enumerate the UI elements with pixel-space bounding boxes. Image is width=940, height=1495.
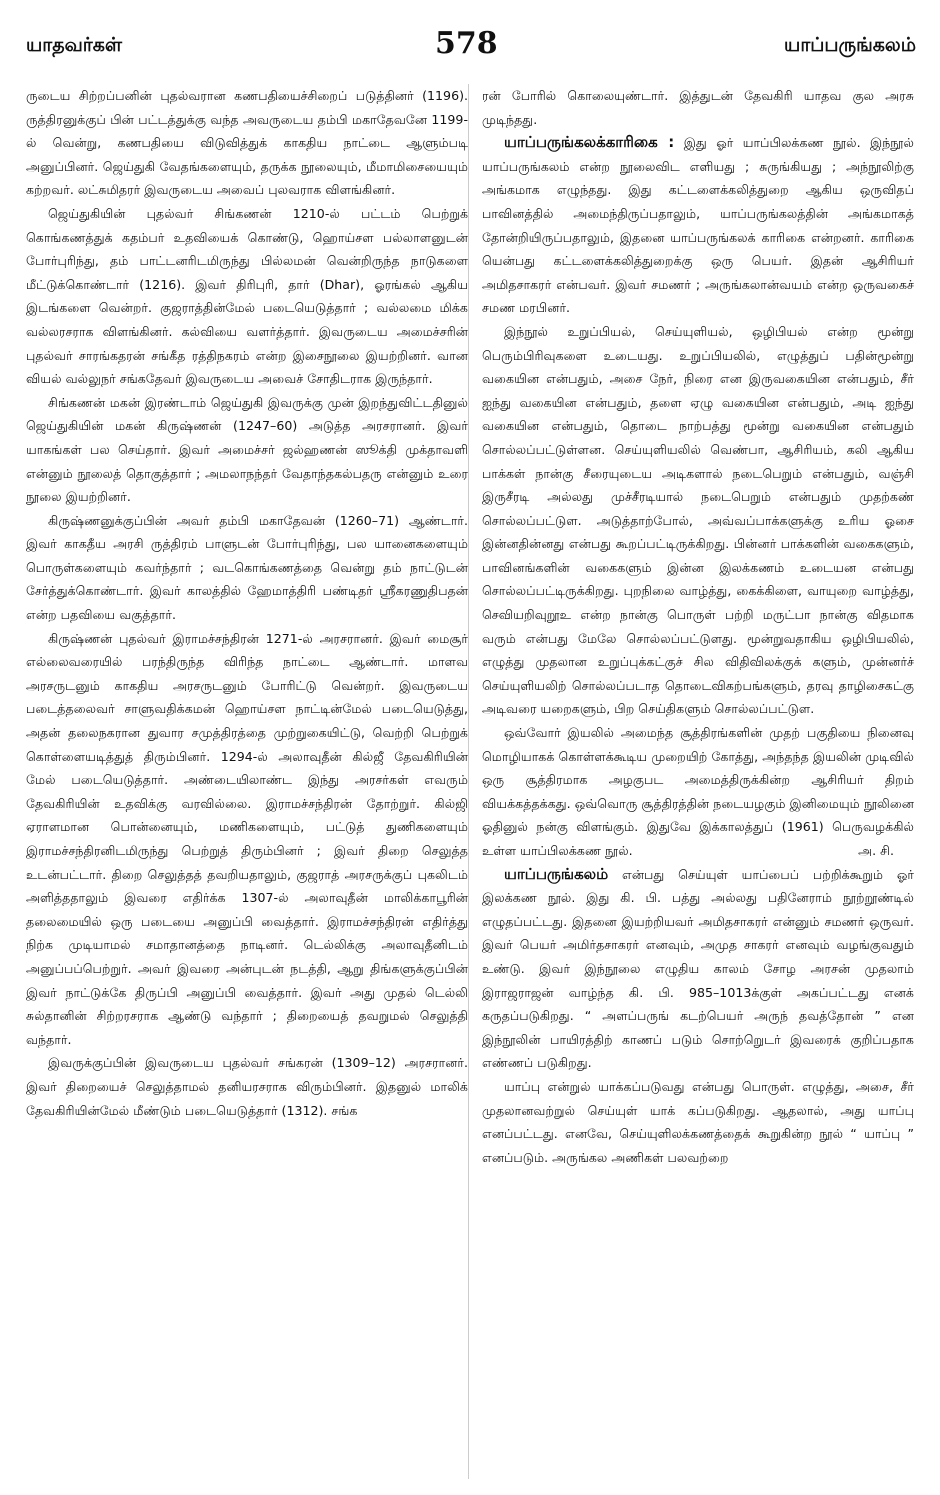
running-head-right: யாப்பருங்கலம்: [784, 34, 916, 56]
left-column: [26, 84, 468, 1479]
paragraph: கிருஷ்ணனுக்குப்பின் அவர் தம்பி மகாதேவன் (1260–71) ஆண்டார். இவர் காகதீய அரசி ருத்திரம் பாளுடன் போர்புரிந்து, பல யானைகளையும் பொருள்களையும் கவர்ந்தார் ; வடகொங்கணத்தை வென்று தம் நாட்டுடன் சேர்த்துக்கொண்டார். இவர் காலத்தில் ஹேமாத்திரி பண்டிதர் ஸ்ரீகரணுதிபதன் என்ற பதவியை வகுத்தார்.: [26, 512, 468, 623]
entry-text: இது ஓர் யாப்பிலக்கண நூல். இந்நூல் யாப்பருங்கலம் என்ற நூலைவிட எளியது ; சுருங்கியது ; அந்நூலிற்கு அங்கமாக எழுந்தது. இது கட்டளைக்கலித்துறை ஆகிய ஒருவிதப் பாவினத்தில் அமைந்திருப்பதாலும், யாப்பருங்கலத்தின் அங்கமாகத் தோன்றியிருப்பதாலும், இதனை யாப்பருங்கலக் காரிகை என்றனர். காரிகை யென்பது கட்டளைக்கலித்துறைக்கு ஒரு பெயர். இதன் ஆசிரியர் அமிதசாகரர் என்பவர். இவர் சமணர் ; அருங்கலான்வயம் என்ற ஒருவகைச் சமண மரபினர்.: [482, 135, 914, 316]
entry-text: என்பது செய்யுள் யாப்பைப் பற்றிக்கூறும் ஓர் இலக்கண நூல். இது கி. பி. பத்து அல்லது பதினேராம் நூற்றூண்டில் எழுதப்பட்டது. இதனை இயற்றியவர் அமிதசாகரர் என்னும் சமணர் ஒருவர். இவர் பெயர் அமிர்தசாகரர் எனவும், அமுத சாகரர் எனவும் வழங்குவதும் உண்டு. இவர் இந்நூலை எழுதிய காலம் சோழ அரசன் முதலாம் இராஜராஜன் வாழ்ந்த கி. பி. 985–1013க்குள் அகப்பட்டது எனக் கருதப்படுகிறது. “ அளப்பருங் கடற்பெயர் அருந் தவத்தோன் ” என இந்நூலின் பாயிரத்திற் காணப் படும் சொற்றுெடர் இவரைக் குறிப்பதாக எண்ணப் படுகிறது.: [482, 866, 914, 1071]
entry-yapparungalakkarigai: [482, 131, 914, 320]
entry-yapparungalam: [482, 863, 914, 1075]
paragraph: சிங்கணன் மகன் இரண்டாம் ஜெய்துகி இவருக்கு முன் இறந்துவிட்டதினுல் ஜெய்துகியின் மகன் கிருஷ்ணன் (1247–60) அடுத்த அரசரானர். இவர் யாகங்கள் பல செய்தார். இவர் அமைச்சர் ஜல்ஹணன் ஸூக்தி முக்தாவளி என்னும் நூலைத் தொகுத்தார் ; அமலாநந்தர் வேதாந்தகல்பதரு என்னும் உரை நூலை இயற்றினர்.: [26, 394, 468, 505]
paragraph: ஜெய்துகியின் புதல்வர் சிங்கணன் 1210-ல் பட்டம் பெற்றுக் கொங்கணத்துக் கதம்பர் உதவியைக் கொண்டு, ஹொய்சள பல்லாளனுடன் போர்புரிந்து, தம் பாட்டனரிடமிருந்து பில்லமன் வென்றிருந்த நாடுகளை மீட்டுக்கொண்டார் (1216). இவர் திரிபுரி, தார் (Dhar), ஓரங்கல் ஆகிய இடங்களை வென்றர். குஜராத்தின்மேல் படையெடுத்தார் ; வல்லமை மிக்க வல்லரசராக விளங்கினர். கல்வியை வளர்த்தார். இவருடைய அமைச்சரின் புதல்வர் சாரங்கதரன் சங்கீத ரத்திநகரம் என்ற இசைநூலை இயற்றினர். வான வியல் வல்லுநர் சங்கதேவர் இவருடைய அவைச் சோதிடராக இருந்தார்.: [26, 205, 468, 387]
paragraph: இந்நூல் உறுப்பியல், செய்யுளியல், ஒழிபியல் என்ற மூன்று பெரும்பிரிவுகளை உடையது. உறுப்பியலில், எழுத்துப் பதின்மூன்று வகையின என்பதும், அசை நேர், நிரை என இருவகையின என்பதும், சீர் ஐந்து வகையின என்பதும், தளை ஏழு வகையின என்பதும், அடி ஐந்து வகையின என்பதும், தொடை நாற்பத்து மூன்று வகையின என்பதும் சொல்லப்பட்டுள்ளன. செய்யுளியலில் வெண்பா, ஆசிரியம், கலி ஆகிய பாக்கள் நான்கு சீரையுடைய அடிகளால் நடைபெறும் என்பதும், வஞ்சி இருசீரடி அல்லது முச்சீரடியால் நடைபெறும் என்பதும் முதற்கண் சொல்லப்பட்டுள. அடுத்தாற்போல், அவ்வப்பாக்களுக்கு உரிய ஓசை இன்னதின்னது என்பது கூறப்பட்டிருக்கிறது. பின்னர் பாக்களின் வகைகளும், பாவினங்களின் வகைகளும் இன்ன இலக்கணம் உடையன என்பது சொல்லப்பட்டிருக்கிறது. புறநிலை வாழ்த்து, கைக்கிளை, வாயுறை வாழ்த்து, செவியறிவுறூஉ என்ற நான்கு பொருள் பற்றி மருட்பா நான்கு விதமாக வரும் என்பது மேலே சொல்லப்பட்டுளது. மூன்றுவதாகிய ஒழிபியலில், எழுத்து முதலான உறுப்புக்கட்குச் சில விதிவிலக்குக் களும், முன்னர்ச் செய்யுளியலிற் சொல்லப்படாத தொடைவிகற்பங்களும், தரவு தாழிசைகட்கு அடிவரை யறைகளும், பிற செய்திகளும் சொல்லப்பட்டுள.: [482, 323, 914, 717]
paragraph-text: ஒவ்வோர் இயலில் அமைந்த சூத்திரங்களின் முதற் பகுதியை நினைவு மொழியாகக் கொள்ளக்கூடிய முறையிற் கோத்து, அந்தந்த இயலின் முடிவில் ஒரு சூத்திரமாக அழகுபட அமைத்திருக்கின்ற ஆசிரியர் திறம் வியக்கத்தக்கது. ஒவ்வொரு சூத்திரத்தின் நடையழகும் இனிமையும் நூலினை ஓதினுல் நன்கு விளங்கும். இதுவே இக்காலத்துப் (1961) பெருவழக்கில் உள்ள யாப்பிலக்கண நூல்.: [482, 725, 914, 858]
paragraph: ரன் போரில் கொலையுண்டார். இத்துடன் தேவகிரி யாதவ குல அரசு முடிந்தது.: [482, 88, 914, 127]
paragraph: இவருக்குப்பின் இவருடைய புதல்வர் சங்கரன் (1309–12) அரசரானர். இவர் திறையைச் செலுத்தாமல் தனியரசராக விரும்பினர். இதனுல் மாலிக் தேவகிரியின்மேல் மீண்டும் படையெடுத்தார் (1312). சங்க: [26, 1055, 468, 1118]
column-divider: [468, 84, 469, 1479]
paragraph: யாப்பு என்றுல் யாக்கப்படுவது என்பது பொருள். எழுத்து, அசை, சீர் முதலானவற்றுல் செய்யுள் யாக் கப்படுகிறது. ஆதலால், அது யாப்பு எனப்பட்டது. எனவே, செய்யுளிலக்கணத்தைக் கூறுகின்ற நூல் “ யாப்பு ” எனப்படும். அருங்கல அணிகள் பலவற்றை: [482, 1078, 914, 1165]
paragraph: கிருஷ்ணன் புதல்வர் இராமச்சந்திரன் 1271-ல் அரசரானர். இவர் மைசூர் எல்லைவரையில் பரந்திருந்த விரிந்த நாட்டை ஆண்டார். மாளவ அரசருடனும் காகதிய அரசருடனும் போரிட்டு வென்றர். இவருடைய படைத்தலைவர் சாளுவதிக்கமன் ஹொய்சள நாட்டின்மேல் படையெடுத்து, அதன் தலைநகரான துவார சமுத்திரத்தை முற்றுகையிட்டு, வெற்றி பெற்றுக் கொள்ளையடித்துத் திரும்பினர். 1294-ல் அலாவுதீன் கில்ஜீ தேவகிரியின் மேல் படையெடுத்தார். அண்டையிலாண்ட இந்து அரசர்கள் எவரும் தேவகிரியின் உதவிக்கு வரவில்லை. இராமச்சந்திரன் தோற்றுர். கில்ஜி ஏராளமான பொன்னையும், மணிகளையும், பட்டுத் துணிகளையும் இராமச்சந்திரனிடமிருந்து பெற்றுத் திரும்பினர் ; இவர் திறை செலுத்த உடன்பட்டார். திறை செலுத்தத் தவறியதாலும், குஜராத் அரசருக்குப் புகலிடம் அளித்ததாலும் இவரை எதிர்க்க 1307-ல் அலாவுதீன் மாலிக்காபூரின் தலைமையில் ஒரு படையை அனுப்பி வைத்தார். இராமச்சந்திரன் எதிர்த்து நிற்க முடியாமல் சமாதானத்தை நாடினர். டெல்லிக்கு அலாவுதீனிடம் அனுப்பப்பெற்றுர். அவர் இவரை அன்புடன் நடத்தி, ஆறு திங்களுக்குப்பின் இவர் நாட்டுக்கே திருப்பி அனுப்பி வைத்தார். இவர் அது முதல் டெல்லி சுல்தானின் சிற்றரசராக ஆண்டு வந்தார் ; திறையைத் தவறுமல் செலுத்தி வந்தார்.: [26, 630, 468, 1047]
page-number: 578: [435, 26, 498, 61]
page-header: [0, 0, 940, 80]
running-head-left: யாதவர்கள்: [26, 34, 123, 56]
entry-title: யாப்பருங்கலக்காரிகை :: [504, 133, 675, 152]
entry-title: யாப்பருங்கலம்: [504, 864, 609, 883]
right-column: [482, 84, 914, 1479]
author-signature: அ. சி.: [858, 843, 894, 858]
paragraph: [482, 721, 914, 863]
paragraph: ருடைய சிற்றப்பனின் புதல்வரான கணபதியைச்சிறைப் படுத்தினர் (1196). ருத்திரனுக்குப் பின் பட்டத்துக்கு வந்த அவருடைய தம்பி மகாதேவனே 1199-ல் வென்று, கணபதியை விடுவித்துக் காகதிய நாட்டை ஆளும்படி அனுப்பினர். ஜெய்துகி வேதங்களையும், தருக்க நூலையும், மீமாமிசையையும் கற்றவர். லட்சுமிதரர் இவருடைய அவைப் புலவராக விளங்கினர்.: [26, 88, 468, 198]
